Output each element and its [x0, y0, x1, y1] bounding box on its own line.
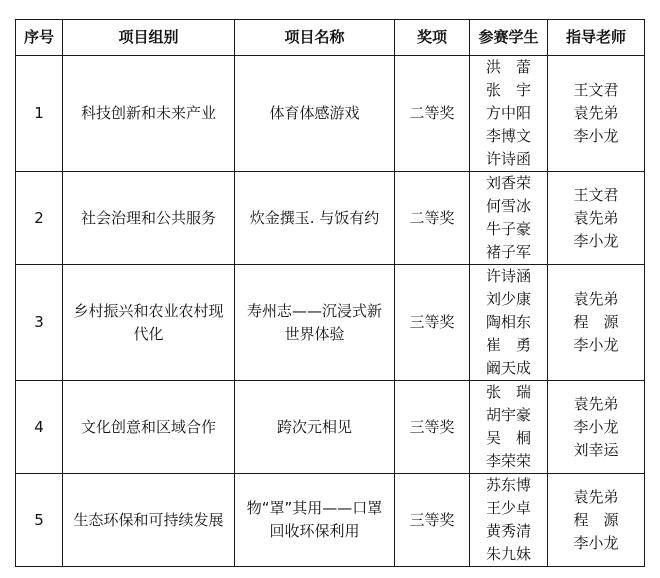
- awards-table: [15, 19, 645, 567]
- teacher-name: 袁先弟: [573, 394, 619, 413]
- teacher-name: 李小龙: [573, 336, 619, 354]
- student-name: 朱九妹: [485, 545, 531, 563]
- teacher-name: 袁先弟: [573, 104, 619, 122]
- teacher-name: 袁先弟: [573, 290, 619, 308]
- cell-category: 文化创意和区域合作: [63, 381, 235, 474]
- student-name: 方中阳: [485, 104, 531, 122]
- header-row: [16, 20, 645, 56]
- student-name: 王少卓: [485, 499, 531, 517]
- cell-category: 生态环保和可持续发展: [63, 474, 235, 567]
- header-no: 序号: [16, 20, 63, 56]
- student-name: 刘少康: [485, 290, 531, 308]
- cell-project: 炊金撰玉. 与饭有约: [235, 172, 395, 265]
- student-name: 张 宇: [485, 81, 531, 99]
- table-row: [16, 265, 645, 381]
- teacher-name: 程 源: [573, 313, 619, 331]
- cell-students: [470, 265, 548, 381]
- student-name: 胡宇豪: [485, 406, 531, 424]
- header-students: 参赛学生: [470, 20, 548, 56]
- cell-project: 体育体感游戏: [235, 56, 395, 172]
- cell-students: [470, 56, 548, 172]
- cell-no: 2: [16, 172, 63, 265]
- cell-award: 三等奖: [395, 381, 470, 474]
- cell-no: 1: [16, 56, 63, 172]
- teacher-name: 李小龙: [573, 533, 619, 552]
- cell-project: 跨次元相见: [235, 381, 395, 474]
- cell-no: 3: [16, 265, 63, 381]
- teacher-name: 王文君: [573, 81, 619, 99]
- student-name: 阚天成: [485, 359, 531, 377]
- teacher-name: 袁先弟: [573, 208, 619, 227]
- student-name: 许诗函: [485, 150, 531, 168]
- teacher-name: 袁先弟: [573, 487, 619, 506]
- header-project: 项目名称: [235, 20, 395, 56]
- teacher-name: 李小龙: [573, 127, 619, 145]
- cell-teachers: [548, 381, 645, 474]
- student-name: 黄秀清: [485, 522, 531, 540]
- student-name: 崔 勇: [485, 336, 531, 354]
- student-name: 李荣荣: [485, 452, 531, 470]
- student-name: 许诗涵: [485, 267, 531, 285]
- cell-teachers: [548, 474, 645, 567]
- cell-category: 科技创新和未来产业: [63, 56, 235, 172]
- student-name: 陶相东: [485, 313, 531, 331]
- cell-students: [470, 474, 548, 567]
- cell-students: [470, 381, 548, 474]
- student-name: 苏东博: [485, 476, 531, 494]
- student-name: 牛子豪: [485, 220, 531, 238]
- cell-students: [470, 172, 548, 265]
- header-category: 项目组别: [63, 20, 235, 56]
- header-award: 奖项: [395, 20, 470, 56]
- teacher-name: 刘幸运: [573, 440, 619, 459]
- teacher-name: 程 源: [573, 510, 619, 529]
- cell-award: 二等奖: [395, 56, 470, 172]
- student-name: 何雪冰: [485, 197, 531, 215]
- cell-award: 三等奖: [395, 474, 470, 567]
- teacher-name: 李小龙: [573, 231, 619, 250]
- student-name: 刘香荣: [485, 174, 531, 192]
- student-name: 吴 桐: [485, 429, 531, 447]
- teacher-name: 王文君: [573, 185, 619, 204]
- cell-award: 二等奖: [395, 172, 470, 265]
- student-name: 褚子军: [485, 243, 531, 261]
- cell-category: 乡村振兴和农业农村现代化: [63, 265, 235, 381]
- cell-category: 社会治理和公共服务: [63, 172, 235, 265]
- header-teachers: 指导老师: [548, 20, 645, 56]
- cell-project: 物“罩”其用——口罩回收环保利用: [235, 474, 395, 567]
- teacher-name: 李小龙: [573, 417, 619, 436]
- cell-teachers: [548, 56, 645, 172]
- cell-no: 5: [16, 474, 63, 567]
- cell-project: 寿州志——沉浸式新世界体验: [235, 265, 395, 381]
- student-name: 洪 蕾: [485, 58, 531, 76]
- table-row: [16, 172, 645, 265]
- cell-teachers: [548, 265, 645, 381]
- student-name: 张 瑞: [485, 383, 531, 401]
- student-name: 李博文: [485, 127, 531, 145]
- awards-table-container: [15, 19, 645, 567]
- cell-no: 4: [16, 381, 63, 474]
- table-row: [16, 381, 645, 474]
- table-row: [16, 474, 645, 567]
- cell-teachers: [548, 172, 645, 265]
- cell-award: 三等奖: [395, 265, 470, 381]
- table-row: [16, 56, 645, 172]
